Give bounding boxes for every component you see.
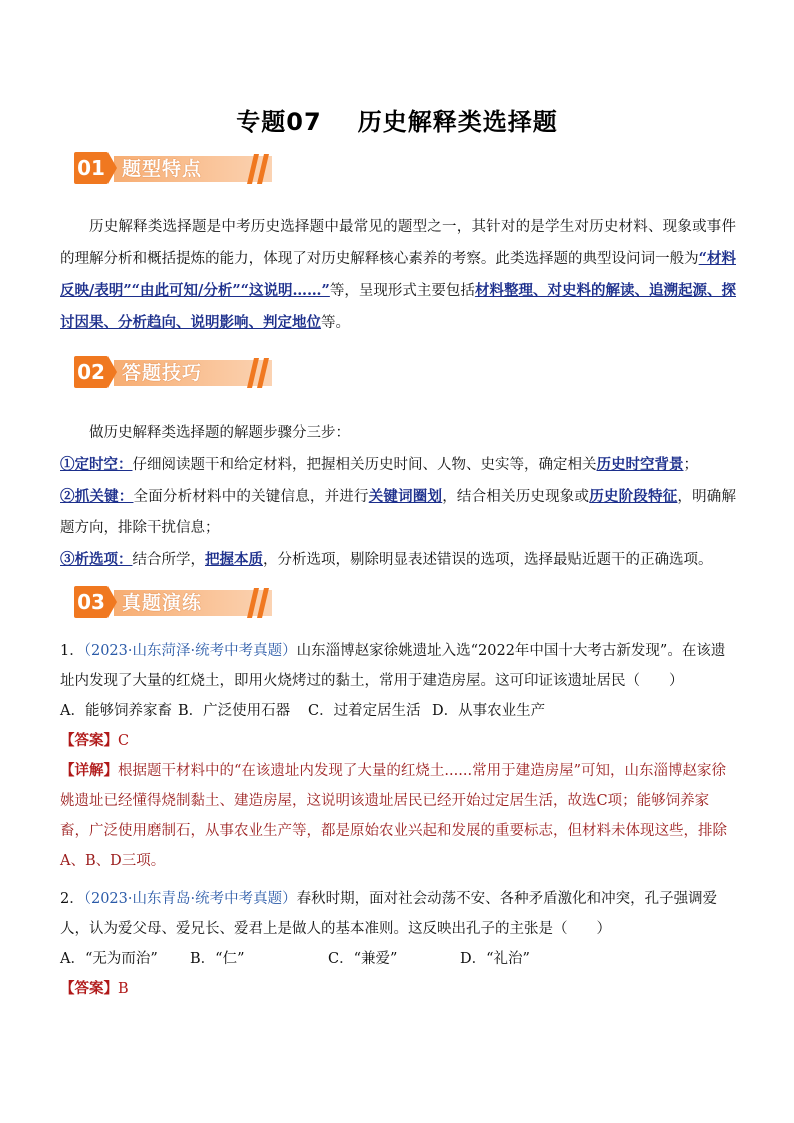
question-number: 1． <box>60 643 84 659</box>
answer-tag: 【答案】 <box>60 732 118 749</box>
step-1-label: ①定时空： <box>60 456 133 473</box>
option-c: C．过着定居生活 <box>308 703 421 719</box>
option-a: A．“无为而治” <box>60 951 158 967</box>
step-1-end: ； <box>683 457 698 473</box>
title-text: 历史解释类选择题 <box>357 108 558 136</box>
question-1-stem <box>60 636 736 696</box>
intro-paragraph <box>60 212 736 339</box>
question-2-stem <box>60 884 736 944</box>
option-b: B．“仁” <box>190 951 245 967</box>
question-source: （2023·山东菏泽·统考中考真题） <box>83 643 297 659</box>
question-1-options <box>60 696 736 726</box>
step-2-keyword-2: 历史阶段特征 <box>589 488 678 505</box>
option-c: C．“兼爱” <box>328 951 398 967</box>
answer-tag: 【答案】 <box>60 980 118 997</box>
answer-line <box>60 726 736 756</box>
intro-keyword-1: “材料反映/表明”“由此可知/分析”“这说明……” <box>60 250 736 299</box>
section-header-01 <box>74 152 274 186</box>
intro-text-3: 等。 <box>321 315 350 331</box>
section-label: 真题演练 <box>122 592 203 614</box>
section-number: 02 <box>74 356 108 388</box>
step-3-text: 结合所学， <box>132 552 205 568</box>
answer-line <box>60 974 736 1004</box>
tips-step-2 <box>60 481 736 544</box>
section-number: 03 <box>74 586 108 618</box>
tips-step-3 <box>60 544 736 576</box>
answer-value: B <box>118 981 129 997</box>
question-source: （2023·山东青岛·统考中考真题） <box>83 891 297 907</box>
option-d: D．“礼治” <box>460 951 530 967</box>
tips-block <box>60 418 736 576</box>
title-number: 专题07 <box>236 108 322 136</box>
question-text: 春秋时期，面对社会动荡不安、各种矛盾激化和冲突，孔子强调爱人，认为爱父母、爱兄长、爱君上是做人的基本准则。这反映出孔子的主张是（ ） <box>60 891 718 937</box>
step-2-text-3: ，明确解题方向，排除干扰信息； <box>60 489 737 536</box>
question-number: 2． <box>60 891 84 907</box>
section-number: 01 <box>74 152 108 184</box>
step-2-text-2: ，结合相关历史现象或 <box>442 489 590 505</box>
intro-text-1: 历史解释类选择题是中考历史选择题中最常见的题型之一，其针对的是学生对历史材料、现象或事件的理解分析和概括提炼的能力，体现了对历史解释核心素养的考察。此类选择题的典型设问词一般为 <box>60 219 736 267</box>
intro-text-2: 等，呈现形式主要包括 <box>329 283 475 299</box>
step-3-label: ③析选项： <box>60 551 133 568</box>
page-title <box>0 102 794 137</box>
step-2-label: ②抓关键： <box>60 488 134 505</box>
option-a: A．能够饲养家畜 <box>60 703 172 719</box>
question-2 <box>60 884 736 1004</box>
detail-tag: 【详解】 <box>60 762 118 779</box>
slash-decoration-icon <box>244 152 272 186</box>
section-header-03 <box>74 586 274 620</box>
slash-decoration-icon <box>244 586 272 620</box>
question-text: 山东淄博赵家徐姚遗址入选“2022年中国十大考古新发现”。在该遗址内发现了大量的红烧土，即用火烧烤过的黏土，常用于建造房屋。这可印证该遗址居民（ ） <box>60 643 726 689</box>
question-2-options <box>60 944 736 974</box>
step-2-text: 全面分析材料中的关键信息，并进行 <box>133 489 369 505</box>
intro-keyword-2: 材料整理、对史料的解读、追溯起源、探讨因果、分析趋向、说明影响、判定地位 <box>60 282 737 331</box>
step-1-text: 仔细阅读题干和给定材料，把握相关历史时间、人物、史实等，确定相关 <box>132 457 597 473</box>
section-label: 题型特点 <box>122 158 203 180</box>
answer-value: C <box>118 733 130 749</box>
detail-block <box>60 756 736 876</box>
step-1-keyword: 历史时空背景 <box>596 456 684 473</box>
step-3-keyword: 把握本质 <box>205 551 263 568</box>
tips-lead: 做历史解释类选择题的解题步骤分三步： <box>89 425 350 441</box>
step-3-text-2: ，分析选项，剔除明显表述错误的选项，选择最贴近题干的正确选项。 <box>263 552 713 568</box>
section-header-02 <box>74 356 274 390</box>
step-2-keyword-1: 关键词圈划 <box>368 488 443 505</box>
question-1 <box>60 636 736 876</box>
tips-step-1 <box>60 449 736 481</box>
section-label: 答题技巧 <box>122 362 203 384</box>
option-d: D．从事农业生产 <box>432 703 546 719</box>
detail-text: 根据题干材料中的“在该遗址内发现了大量的红烧土......常用于建造房屋”可知，山东淄博赵家徐姚遗址已经懂得烧制黏土、建造房屋，这说明该遗址居民已经开始过定居生活，故选C项；能够饲养家畜，广泛使用磨制石，从事农业生产等，都是原始农业兴起和发展的重要标志，但材料未体现这些，排除A、B、D三项。 <box>60 763 727 869</box>
slash-decoration-icon <box>244 356 272 390</box>
option-b: B．广泛使用石器 <box>178 703 291 719</box>
